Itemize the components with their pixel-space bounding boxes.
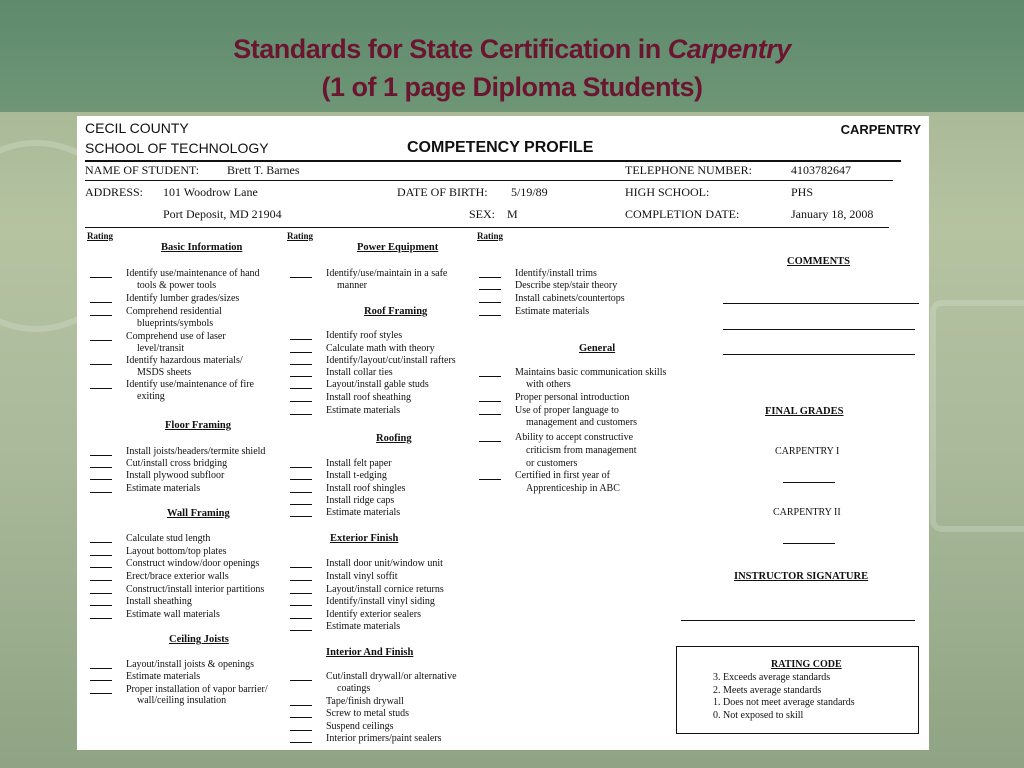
competency-text: Install roof shingles bbox=[326, 483, 406, 494]
section-title-power-equipment: Power Equipment bbox=[357, 242, 439, 253]
competency-text: Cut/install drywall/or alternative bbox=[326, 671, 457, 682]
rating-code-box bbox=[676, 646, 919, 734]
competency-text: Identify/use/maintain in a safe bbox=[326, 268, 448, 279]
competency-text: Proper installation of vapor barrier/ bbox=[126, 684, 268, 695]
address-label: ADDRESS: bbox=[85, 185, 144, 199]
competency-text: Install joists/headers/termite shield bbox=[126, 446, 266, 457]
competency-text: Estimate materials bbox=[126, 671, 201, 682]
section-title-floor-framing: Floor Framing bbox=[165, 420, 232, 431]
instructor-signature-line[interactable] bbox=[681, 620, 915, 621]
competency-text: Layout/install cornice returns bbox=[326, 584, 444, 595]
slide-title bbox=[0, 30, 1024, 106]
telephone-number: 4103782647 bbox=[791, 163, 851, 177]
rating-blank[interactable] bbox=[90, 364, 112, 365]
section-title-ceiling-joists: Ceiling Joists bbox=[169, 634, 229, 645]
rating-code-item: 3. Exceeds average standards bbox=[713, 672, 831, 683]
rating-blank[interactable] bbox=[90, 340, 112, 341]
high-school-label: HIGH SCHOOL: bbox=[625, 185, 710, 199]
rating-blank[interactable] bbox=[290, 467, 312, 468]
rating-blank[interactable] bbox=[290, 605, 312, 606]
rating-code-item: 2. Meets average standards bbox=[713, 684, 822, 696]
rating-blank[interactable] bbox=[290, 730, 312, 731]
competency-text: Estimate wall materials bbox=[126, 609, 220, 620]
rating-blank[interactable] bbox=[479, 441, 501, 442]
rating-blank[interactable] bbox=[479, 479, 501, 480]
rating-blank[interactable] bbox=[479, 302, 501, 303]
sex-label: SEX: bbox=[469, 207, 496, 221]
competency-text: Identify exterior sealers bbox=[326, 609, 421, 620]
competency-text: Install vinyl soffit bbox=[326, 571, 398, 582]
info-bottom-divider bbox=[85, 227, 889, 228]
carpentry-2-label: CARPENTRY II bbox=[773, 507, 841, 518]
competency-text: Erect/brace exterior walls bbox=[126, 571, 229, 582]
competency-text: Layout bottom/top plates bbox=[126, 546, 227, 557]
rating-blank[interactable] bbox=[290, 401, 312, 402]
section-title-wall-framing: Wall Framing bbox=[167, 508, 230, 519]
telephone-label: TELEPHONE NUMBER: bbox=[625, 163, 752, 177]
rating-blank[interactable] bbox=[90, 693, 112, 694]
competency-text: Identify hazardous materials/ bbox=[126, 355, 243, 366]
competency-text: Estimate materials bbox=[326, 507, 401, 518]
competency-text: criticism from management bbox=[526, 445, 637, 456]
student-name: Brett T. Barnes bbox=[227, 163, 300, 177]
competency-text: manner bbox=[337, 280, 367, 291]
high-school-value: PHS bbox=[791, 185, 814, 199]
rating-blank[interactable] bbox=[290, 414, 312, 415]
competency-text: exiting bbox=[137, 391, 165, 402]
competency-text: Install door unit/window unit bbox=[326, 558, 443, 569]
rating-blank[interactable] bbox=[290, 593, 312, 594]
rating-blank[interactable] bbox=[290, 376, 312, 377]
section-title-basic-information: Basic Information bbox=[161, 242, 243, 253]
competency-text: Comprehend use of laser bbox=[126, 331, 226, 342]
rating-blank[interactable] bbox=[90, 567, 112, 568]
competency-text: Screw to metal studs bbox=[326, 708, 410, 719]
competency-text: Cut/install cross bridging bbox=[126, 458, 228, 469]
rating-blank[interactable] bbox=[90, 388, 112, 389]
competency-text: Estimate materials bbox=[326, 405, 401, 416]
competency-text: tools & power tools bbox=[137, 280, 217, 291]
competency-text: Describe step/stair theory bbox=[515, 280, 618, 291]
competency-text: Construct/install interior partitions bbox=[126, 584, 265, 595]
rating-blank[interactable] bbox=[90, 618, 112, 619]
rating-code-item: 0. Not exposed to skill bbox=[713, 709, 804, 721]
rating-blank[interactable] bbox=[290, 630, 312, 631]
rating-blank[interactable] bbox=[290, 364, 312, 365]
competency-text: coatings bbox=[337, 683, 371, 694]
background-circle-decoration bbox=[930, 300, 1024, 532]
address-line2: Port Deposit, MD 21904 bbox=[163, 207, 282, 221]
rating-blank[interactable] bbox=[479, 401, 501, 402]
competency-text: Install t-edging bbox=[326, 470, 387, 481]
rating-blank[interactable] bbox=[90, 542, 112, 543]
rating-blank[interactable] bbox=[290, 479, 312, 480]
carpentry-1-label: CARPENTRY I bbox=[775, 446, 840, 457]
rating-blank[interactable] bbox=[90, 680, 112, 681]
comment-line[interactable] bbox=[723, 329, 915, 330]
rating-blank[interactable] bbox=[479, 277, 501, 278]
rating-blank[interactable] bbox=[90, 479, 112, 480]
school-name-line1: CECIL COUNTY bbox=[85, 120, 189, 136]
competency-text: Install sheathing bbox=[126, 596, 192, 607]
rating-blank[interactable] bbox=[90, 668, 112, 669]
rating-blank[interactable] bbox=[290, 742, 312, 743]
rating-blank[interactable] bbox=[290, 492, 312, 493]
competency-text: level/transit bbox=[137, 343, 185, 354]
competency-text: Maintains basic communication skills bbox=[515, 367, 667, 378]
rating-blank[interactable] bbox=[290, 705, 312, 706]
competency-text: Identify use/maintenance of hand bbox=[126, 268, 260, 279]
rating-blank[interactable] bbox=[90, 555, 112, 556]
rating-blank[interactable] bbox=[290, 352, 312, 353]
dob-value: 5/19/89 bbox=[511, 185, 548, 199]
comment-line[interactable] bbox=[723, 354, 915, 355]
title-subject: Carpentry bbox=[667, 34, 791, 64]
rating-blank[interactable] bbox=[290, 339, 312, 340]
title-subtitle: (1 of 1 page Diploma Students) bbox=[321, 72, 703, 102]
header-divider bbox=[85, 160, 901, 162]
rating-blank[interactable] bbox=[90, 277, 112, 278]
competency-text: Calculate stud length bbox=[126, 533, 211, 544]
competency-text: Identify/layout/cut/install rafters bbox=[326, 355, 456, 366]
competency-text: Apprenticeship in ABC bbox=[526, 483, 620, 494]
competency-text: Calculate math with theory bbox=[326, 343, 435, 354]
competency-text: Estimate materials bbox=[326, 621, 401, 632]
address-line1: 101 Woodrow Lane bbox=[163, 185, 258, 199]
competency-text: Estimate materials bbox=[515, 306, 590, 317]
program-name: CARPENTRY bbox=[840, 122, 921, 137]
competency-text: Install collar ties bbox=[326, 367, 393, 378]
rating-blank[interactable] bbox=[290, 504, 312, 505]
rating-blank[interactable] bbox=[290, 388, 312, 389]
competency-text: MSDS sheets bbox=[137, 367, 192, 378]
dob-label: DATE OF BIRTH: bbox=[397, 185, 488, 199]
rating-blank[interactable] bbox=[90, 455, 112, 456]
comments-heading: COMMENTS bbox=[787, 256, 850, 267]
instructor-signature-heading: INSTRUCTOR SIGNATURE bbox=[734, 571, 869, 582]
rating-blank[interactable] bbox=[90, 605, 112, 606]
competency-text: Install cabinets/countertops bbox=[515, 293, 625, 304]
rating-blank[interactable] bbox=[479, 289, 501, 290]
competency-text: Certified in first year of bbox=[515, 470, 610, 481]
document-title: COMPETENCY PROFILE bbox=[407, 139, 594, 156]
rating-blank[interactable] bbox=[90, 302, 112, 303]
rating-blank[interactable] bbox=[90, 492, 112, 493]
competency-text: wall/ceiling insulation bbox=[137, 695, 227, 706]
sex-value: M bbox=[507, 207, 518, 221]
info-divider bbox=[85, 180, 893, 181]
comment-line[interactable] bbox=[723, 303, 919, 304]
completion-date-value: January 18, 2008 bbox=[791, 207, 874, 221]
competency-text: Identify use/maintenance of fire bbox=[126, 379, 254, 390]
competency-text: Identify lumber grades/sizes bbox=[126, 293, 240, 304]
competency-text: Install felt paper bbox=[326, 458, 392, 469]
competency-text: Layout/install gable studs bbox=[326, 379, 429, 390]
rating-blank[interactable] bbox=[90, 467, 112, 468]
section-title-interior-finish: Interior And Finish bbox=[326, 647, 414, 658]
rating-blank[interactable] bbox=[90, 593, 112, 594]
competency-text: Interior primers/paint sealers bbox=[326, 733, 442, 744]
rating-blank[interactable] bbox=[290, 277, 312, 278]
competency-text: Install roof sheathing bbox=[326, 392, 411, 403]
rating-blank[interactable] bbox=[479, 315, 501, 316]
competency-text: with others bbox=[526, 379, 571, 390]
competency-text: Tape/finish drywall bbox=[326, 696, 404, 707]
rating-blank[interactable] bbox=[290, 717, 312, 718]
rating-code-item: 1. Does not meet average standards bbox=[713, 697, 855, 708]
rating-blank[interactable] bbox=[290, 580, 312, 581]
section-title-roof-framing: Roof Framing bbox=[364, 306, 428, 317]
rating-header-col3: Rating bbox=[477, 231, 504, 241]
competency-text: Ability to accept constructive bbox=[515, 432, 634, 443]
competency-text: Install ridge caps bbox=[326, 495, 395, 506]
competency-text: Estimate materials bbox=[126, 483, 201, 494]
rating-blank[interactable] bbox=[290, 680, 312, 681]
rating-blank[interactable] bbox=[90, 315, 112, 316]
section-title-roofing: Roofing bbox=[376, 433, 412, 444]
rating-blank[interactable] bbox=[290, 618, 312, 619]
competency-text: Layout/install joists & openings bbox=[126, 659, 255, 670]
section-title-general: General bbox=[579, 343, 616, 354]
competency-profile-document bbox=[77, 116, 929, 750]
carpentry-1-grade-field[interactable] bbox=[783, 482, 835, 483]
rating-code-heading: RATING CODE bbox=[771, 659, 842, 670]
competency-text: Use of proper language to bbox=[515, 405, 619, 416]
final-grades-heading: FINAL GRADES bbox=[765, 406, 844, 417]
rating-blank[interactable] bbox=[479, 376, 501, 377]
student-name-label: NAME OF STUDENT: bbox=[85, 163, 200, 177]
competency-text: Suspend ceilings bbox=[326, 721, 394, 732]
section-title-exterior-finish: Exterior Finish bbox=[330, 533, 399, 544]
completion-date-label: COMPLETION DATE: bbox=[625, 207, 740, 221]
competency-text: or customers bbox=[526, 458, 578, 469]
rating-blank[interactable] bbox=[290, 567, 312, 568]
competency-text: Install plywood subfloor bbox=[126, 470, 225, 481]
rating-blank[interactable] bbox=[290, 516, 312, 517]
competency-text: Identify roof styles bbox=[326, 330, 403, 341]
rating-header-col2: Rating bbox=[287, 231, 314, 241]
competency-text: Comprehend residential bbox=[126, 306, 222, 317]
title-prefix: Standards for State Certification in bbox=[233, 34, 668, 64]
competency-text: Identify/install trims bbox=[515, 268, 597, 279]
competency-text: Proper personal introduction bbox=[515, 392, 630, 403]
competency-text: Identify/install vinyl siding bbox=[326, 596, 435, 607]
carpentry-2-grade-field[interactable] bbox=[783, 543, 835, 544]
rating-blank[interactable] bbox=[90, 580, 112, 581]
rating-header-col1: Rating bbox=[87, 231, 114, 241]
school-name-line2: SCHOOL OF TECHNOLOGY bbox=[85, 140, 269, 156]
rating-blank[interactable] bbox=[479, 414, 501, 415]
competency-text: blueprints/symbols bbox=[137, 318, 214, 329]
competency-text: management and customers bbox=[526, 417, 638, 428]
competency-text: Construct window/door openings bbox=[126, 558, 260, 569]
